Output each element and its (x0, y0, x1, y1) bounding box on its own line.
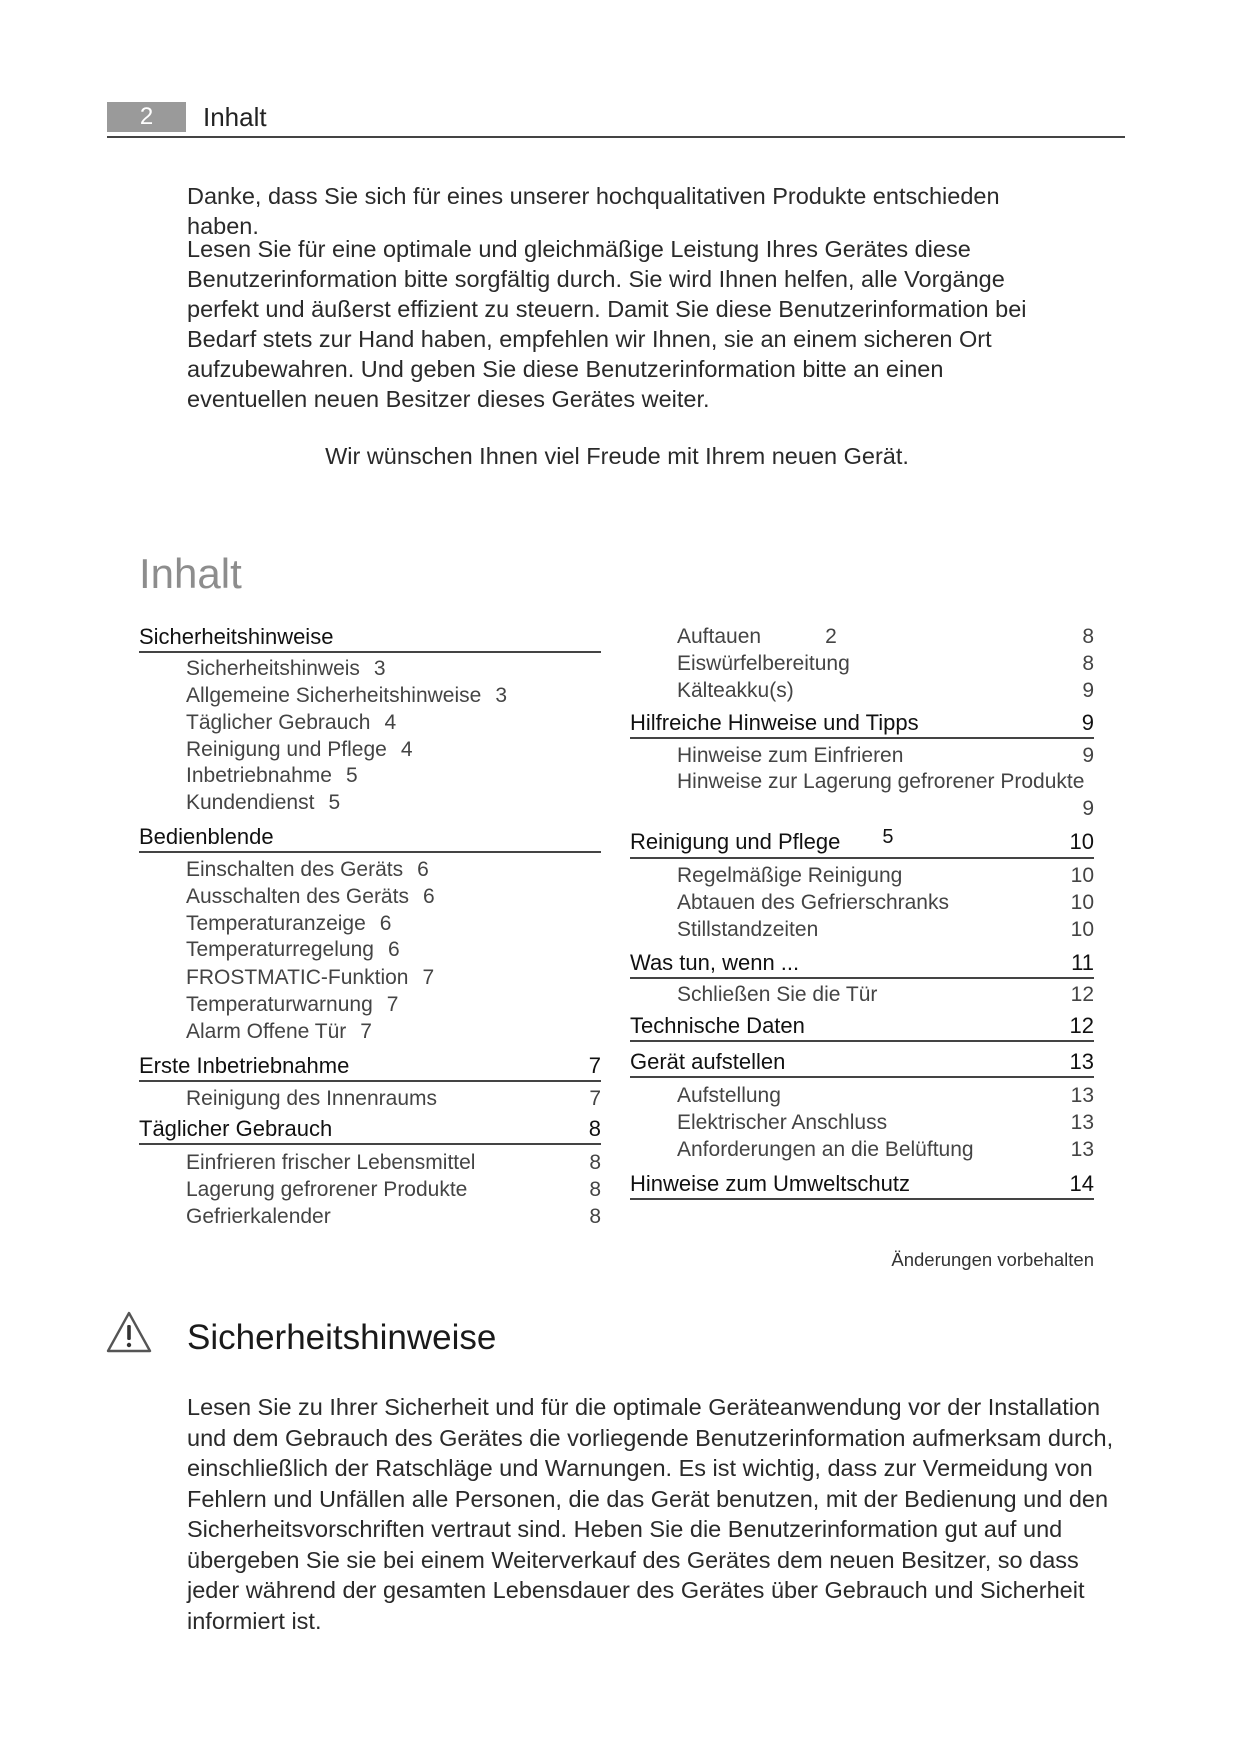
toc-section-label: Täglicher Gebrauch (139, 1116, 333, 1141)
toc-entry[interactable] (677, 1109, 1094, 1136)
toc-entry-label: Inbetriebnahme (186, 764, 332, 787)
toc-section[interactable] (139, 823, 601, 853)
toc-entry-label: Aufstellung (677, 1084, 781, 1107)
toc-entry[interactable] (186, 883, 435, 910)
toc-entry[interactable] (677, 677, 1094, 704)
toc-entry-label: Reinigung des Innenraums (186, 1087, 437, 1110)
toc-entry-inline-page: 2 (825, 625, 837, 648)
toc-section[interactable] (139, 1115, 601, 1145)
toc-entry-label: Einfrieren frischer Lebensmittel (186, 1151, 476, 1174)
toc-entry-label: Auftauen (677, 625, 762, 648)
toc-entry[interactable] (186, 910, 391, 937)
header-title: Inhalt (203, 102, 267, 132)
toc-entry[interactable] (186, 736, 413, 763)
toc-entry[interactable] (186, 655, 386, 682)
toc-section[interactable] (630, 949, 1094, 979)
toc-entry-page: 9 (1082, 744, 1094, 767)
toc-entry[interactable] (186, 1018, 372, 1045)
toc-entry[interactable] (186, 1203, 601, 1230)
toc-section-label: Erste Inbetriebnahme (139, 1053, 350, 1078)
toc-entry[interactable] (677, 889, 1094, 916)
intro-paragraph: Lesen Sie für eine optimale und gleichmäßige Leistung Ihres Gerätes diese Benutzerinformation bitte sorgfältig durch. Sie wird Ihnen helfen, alle Vorgänge perfekt und äußerst effizient zu steuern. Damit Sie diese Benutzerinformation bei Bedarf stets zur Hand haben, empfehlen wir Ihnen, sie an einem sicheren Ort aufzubewahren. Und geben Sie diese Benutzerinformation bitte an einen eventuellen neuen Besitzer dieses Gerätes weiter. (187, 236, 1027, 412)
toc-section-label: Hilfreiche Hinweise und Tipps (630, 710, 919, 735)
warning-triangle-icon (105, 1310, 153, 1354)
toc-entry-label: Abtauen des Gefrierschranks (677, 891, 949, 914)
toc-section-label: Hinweise zum Umweltschutz (630, 1171, 910, 1196)
toc-entry-page: 13 (1070, 1084, 1094, 1107)
safety-paragraph: Lesen Sie zu Ihrer Sicherheit und für die optimale Geräteanwendung vor der Installation und dem Gebrauch des Gerätes die vorliegende Benutzerinformation aufmerksam durch, einschließlich der Ratschläge und Warnungen. Es ist wichtig, dass zur Vermeidung von Fehlern und Unfällen alle Personen, die das Gerät benutzen, mit der Bedienung und den Sicherheitsvorschriften vertraut sind. Heben Sie die Benutzerinformation gut auf und übergeben Sie sie bei einem Weiterverkauf des Gerätes dem neuen Besitzer, so dass jeder während der gesamten Lebensdauer des Gerätes über Gebrauch und Sicherheit informiert ist. (187, 1394, 1114, 1634)
toc-section-inline-page: 5 (882, 826, 894, 848)
toc-section-label: Gerät aufstellen (630, 1049, 786, 1074)
toc-entry-label: Täglicher Gebrauch (186, 711, 371, 734)
intro-thanks: Danke, dass Sie sich für eines unserer hochqualitativen Produkte entschieden haben. (187, 183, 1000, 239)
toc-entry-page: 13 (1070, 1138, 1094, 1161)
toc-entry-label: Hinweise zum Einfrieren (677, 744, 904, 767)
intro-wish: Wir wünschen Ihnen viel Freude mit Ihrem neuen Gerät. (325, 443, 909, 469)
toc-entry[interactable] (186, 991, 398, 1018)
toc-entry-label: Elektrischer Anschluss (677, 1111, 888, 1134)
toc-entry-page: 7 (360, 1020, 372, 1043)
toc-entry-label: Ausschalten des Geräts (186, 885, 409, 908)
toc-section-page: 14 (1069, 1171, 1094, 1196)
toc-entry-label: Sicherheitshinweis (186, 657, 360, 680)
toc-entry-page: 5 (345, 764, 358, 787)
toc-entry-label: Kundendienst (186, 791, 315, 814)
toc-section[interactable] (630, 1048, 1094, 1078)
toc-entry[interactable] (186, 856, 429, 883)
toc-section[interactable] (630, 709, 1094, 739)
toc-section-page: 9 (1081, 710, 1094, 735)
toc-section-page: 12 (1069, 1013, 1094, 1038)
toc-entry-page: 8 (589, 1151, 601, 1174)
toc-section-label: Sicherheitshinweise (139, 624, 334, 649)
toc-entry-page: 7 (422, 966, 435, 989)
toc-entry-label: Eiswürfelbereitung (677, 652, 850, 675)
toc-section-label: Reinigung und Pflege (630, 829, 841, 854)
toc-entry-label: Temperaturanzeige (186, 912, 366, 935)
header-rule (107, 136, 1125, 138)
toc-entry-label: Stillstandzeiten (677, 918, 819, 941)
toc-entry-page: 8 (589, 1205, 601, 1228)
toc-entry[interactable] (677, 1136, 1094, 1163)
changes-reserved-note: Änderungen vorbehalten (891, 1249, 1094, 1270)
toc-entry-label: Einschalten des Geräts (186, 858, 404, 881)
toc-section[interactable] (630, 828, 1094, 859)
toc-entry-label: Temperaturwarnung (186, 993, 373, 1016)
toc-section-label: Technische Daten (630, 1013, 805, 1038)
toc-entry[interactable] (677, 1082, 1094, 1109)
toc-section-page: 8 (588, 1116, 601, 1141)
toc-entry-page: 8 (1082, 625, 1094, 648)
toc-title: Inhalt (139, 550, 242, 597)
toc-entry[interactable] (677, 650, 1094, 677)
toc-section-page: 13 (1069, 1049, 1094, 1074)
toc-entry[interactable] (186, 709, 396, 736)
toc-entry-label: Allgemeine Sicherheitshinweise (186, 684, 482, 707)
toc-entry-page: 4 (400, 738, 413, 761)
toc-entry[interactable] (186, 789, 340, 816)
toc-entry[interactable] (677, 981, 1094, 1008)
toc-entry-label: Anforderungen an die Belüftung (677, 1138, 974, 1161)
toc-entry[interactable] (677, 742, 1094, 769)
toc-section-label: Was tun, wenn ... (630, 950, 800, 975)
toc-entry-page: 7 (386, 993, 399, 1016)
toc-entry[interactable] (186, 964, 434, 991)
toc-entry-page: 8 (1082, 652, 1094, 675)
toc-entry-label: Regelmäßige Reinigung (677, 864, 903, 887)
toc-entry-label: Kälteakku(s) (677, 679, 794, 702)
toc-entry[interactable] (677, 768, 1094, 795)
toc-entry-label: Alarm Offene Tür (186, 1020, 347, 1043)
toc-entry-page: 5 (328, 791, 341, 814)
toc-entry-page: 3 (373, 657, 386, 680)
toc-entry-page: 8 (589, 1178, 601, 1201)
toc-entry-page: 9 (1082, 797, 1094, 820)
section-title: Sicherheitshinweise (187, 1318, 497, 1357)
toc-entry-label: FROSTMATIC-Funktion (186, 966, 409, 989)
toc-entry[interactable] (186, 1176, 601, 1203)
page-number: 2 (107, 102, 186, 132)
toc-entry-label: Schließen Sie die Tür (677, 983, 878, 1006)
toc-entry-page: 3 (495, 684, 508, 707)
toc-section-page: 10 (1069, 829, 1094, 854)
toc-entry-label: Hinweise zur Lagerung gefrorener Produkte (677, 770, 1085, 793)
toc-section[interactable] (139, 1052, 601, 1082)
toc-entry-page: 9 (1082, 679, 1094, 702)
toc-entry[interactable] (186, 1149, 601, 1176)
toc-section[interactable] (630, 1012, 1094, 1042)
toc-entry-page: 6 (379, 912, 392, 935)
toc-section[interactable] (630, 1170, 1094, 1200)
toc-entry-page: 12 (1070, 983, 1094, 1006)
toc-entry-page: 10 (1070, 864, 1094, 887)
toc-entry-page: 10 (1070, 918, 1094, 941)
toc-entry[interactable] (186, 1085, 601, 1112)
toc-entry[interactable] (186, 936, 400, 963)
toc-entry-page: 10 (1070, 891, 1094, 914)
toc-section-page: 11 (1071, 950, 1094, 975)
toc-entry-page: 13 (1070, 1111, 1094, 1134)
toc-entry-label: Lagerung gefrorener Produkte (186, 1178, 468, 1201)
toc-entry-page: 6 (422, 885, 435, 908)
toc-entry-page: 6 (387, 938, 400, 961)
toc-entry-label: Reinigung und Pflege (186, 738, 387, 761)
toc-entry[interactable] (186, 682, 507, 709)
toc-entry-label: Gefrierkalender (186, 1205, 331, 1228)
toc-section-page: 7 (588, 1053, 601, 1078)
toc-entry[interactable] (677, 623, 1094, 650)
toc-entry-page: 6 (417, 858, 429, 881)
toc-entry-label: Temperaturregelung (186, 938, 374, 961)
toc-entry-page: 4 (384, 711, 397, 734)
toc-entry[interactable] (677, 862, 1094, 889)
toc-entry-page: 7 (589, 1087, 601, 1110)
toc-entry[interactable] (186, 762, 358, 789)
toc-section[interactable] (139, 623, 601, 653)
toc-entry[interactable] (677, 916, 1094, 943)
toc-section-label: Bedienblende (139, 824, 274, 849)
